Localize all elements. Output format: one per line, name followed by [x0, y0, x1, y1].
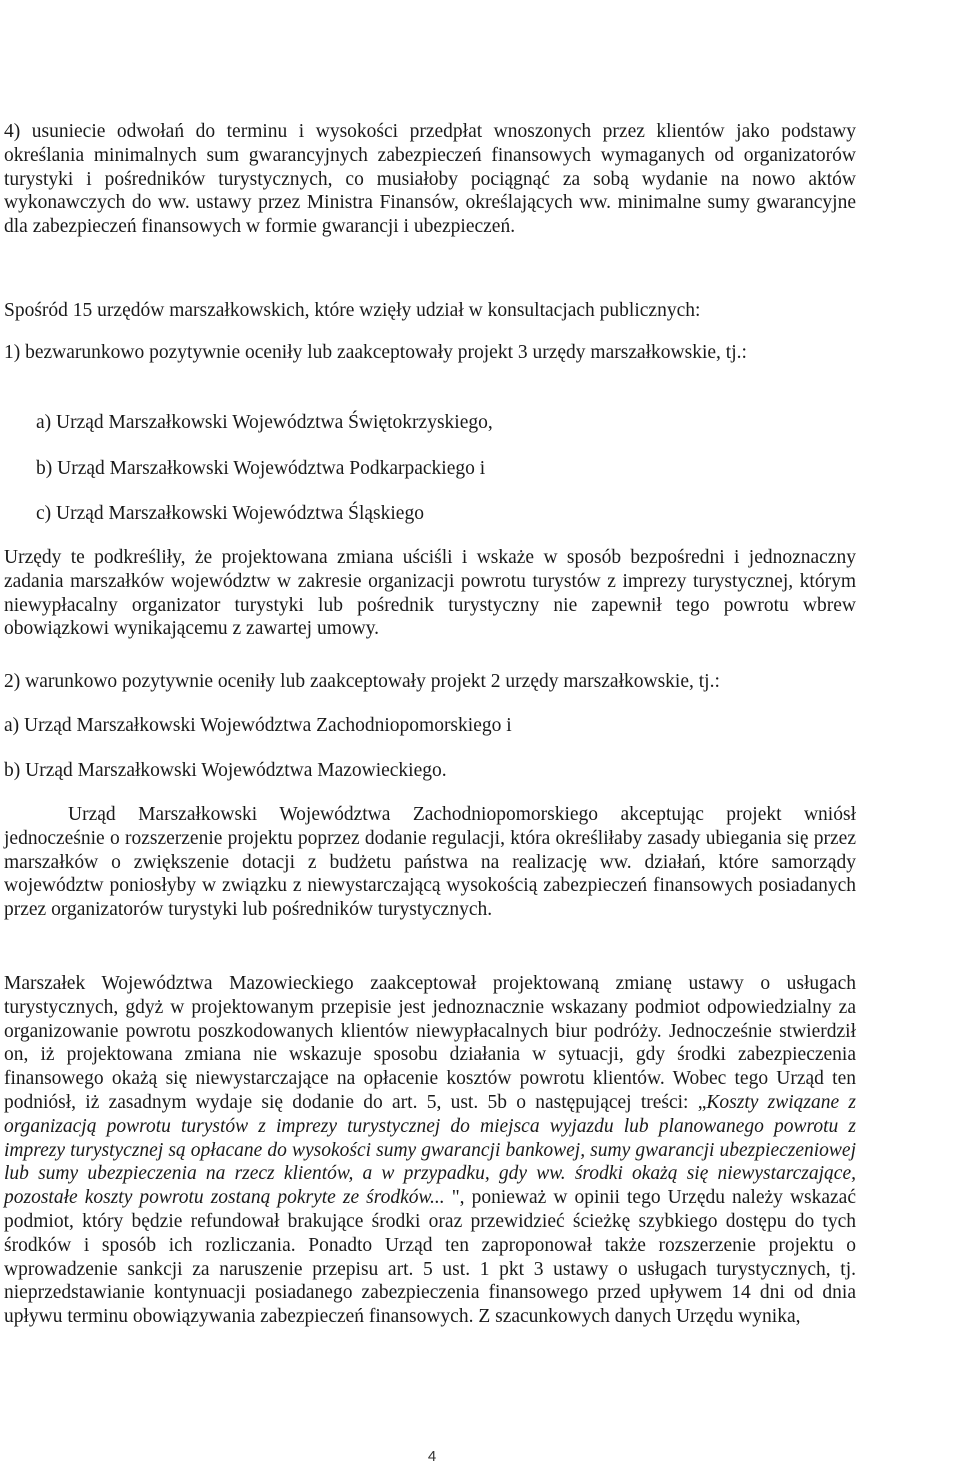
quoted-provision: Koszty związane z organizacją powrotu turystów z imprezy turystycznej do miejsca wyjazdu lub planowanego powrotu z imprezy turystycznej są opłacane do wysokości sumy gwarancji bankowej, sumy gwarancji ubezpieczeniowej lub sumy ubezpieczenia na rzecz klientów, a w przypadku, gdy ww. środki okażą się niewystarczające, pozostałe koszty powrotu zostaną pokryte ze środków... [4, 1091, 856, 1209]
paragraph-zachodniopomorskie: Urząd Marszałkowski Województwa Zachodniopomorskiego akceptując projekt wniósł jednocześnie o rozszerzenie projektu poprzez dodanie regulacji, która określiłaby zasady ubiegania się przez marszałków o zwiększenie dotacji z budżetu państwa na realizację ww. działań, które samorządy województw poniosłyby w związku z niewystarczającą wysokością zabezpieczeń finansowych posiadanych przez organizatorów turystyki lub pośredników turystycznych. [4, 804, 856, 921]
list-item: a) Urząd Marszałkowski Województwa Zachodniopomorskiego i [4, 715, 512, 736]
paragraph-mazowieckie-continuation: ", ponieważ w opinii tego Urzędu należy wskazać podmiot, który będzie refundował brakujące środki oraz przewidzieć ścieżkę szybkiego dostępu do tych środków i sposób ich rozliczania. Ponadto Urząd ten zaproponował także rozszerzenie projektu o wprowadzenie sankcji za naruszenie przepisu art. 5 ust. 1 pkt 3 ustawy o usługach turystycznych, tj. nieprzedstawianie kontynuacji posiadanego zabezpieczenia finansowego przed upływem 14 dni od dnia upływu terminu obowiązywania zabezpieczeń finansowych. Z szacunkowych danych Urzędu wynika, [4, 1187, 856, 1328]
consultation-intro: Spośród 15 urzędów marszałkowskich, które wzięły udział w konsultacjach publicznych: [4, 300, 701, 321]
paragraph-mazowieckie [4, 972, 856, 1329]
page-number: 4 [427, 1448, 437, 1465]
list-item: a) Urząd Marszałkowski Województwa Świętokrzyskiego, [36, 412, 493, 433]
list-item: b) Urząd Marszałkowski Województwa Mazowieckiego. [4, 760, 447, 781]
point-1-heading: 1) bezwarunkowo pozytywnie oceniły lub zaakceptowały projekt 3 urzędy marszałkowskie, tj.: [4, 342, 747, 363]
list-item: c) Urząd Marszałkowski Województwa Śląskiego [36, 503, 424, 524]
point-2-heading: 2) warunkowo pozytywnie oceniły lub zaakceptowały projekt 2 urzędy marszałkowskie, tj.: [4, 671, 720, 692]
paragraph-item-4: 4) usuniecie odwołań do terminu i wysokości przedpłat wnoszonych przez klientów jako podstawy określania minimalnych sum gwarancyjnych zabezpieczeń finansowych wymaganych od organizatorów turystyki i pośredników turystycznych, co musiałoby pociągnąć za sobą wydanie na nowo aktów wykonawczych do ww. ustawy przez Ministra Finansów, określających ww. minimalne sumy gwarancyjne dla zabezpieczeń finansowych w formie gwarancji i ubezpieczeń. [4, 121, 856, 238]
list-item: b) Urząd Marszałkowski Województwa Podkarpackiego i [36, 458, 486, 479]
paragraph-urzedy-comment: Urzędy te podkreśliły, że projektowana zmiana uściśli i wskaże w sposób bezpośredni i jednoznaczny zadania marszałków województw w zakresie organizacji powrotu turystów z imprezy turystycznej, którym niewypłacalny organizator turystyki lub pośrednik turystyczny nie zapewnił tego powrotu wbrew obowiązkowi wynikającemu z zawartej umowy. [4, 547, 856, 640]
paragraph-mazowieckie-text: Marszałek Województwa Mazowieckiego zaakceptował projektowaną zmianę ustawy o usługach turystycznych, gdyż w projektowanym przepisie jest jednoznacznie wskazany podmiot odpowiedzialny za organizowanie powrotu poszkodowanych klientów niewypłacalnych biur podróży. Jednocześnie stwierdził on, iż projektowana zmiana nie wskazuje sposobu działania w sytuacji, gdy środki zabezpieczenia finansowego okażą się niewystarczające na opłacenie kosztów powrotu klientów. Wobec tego Urząd ten podniósł, iż zasadnym wydaje się dodanie do art. 5, ust. 5b o następującej treści: „ [4, 973, 856, 1113]
